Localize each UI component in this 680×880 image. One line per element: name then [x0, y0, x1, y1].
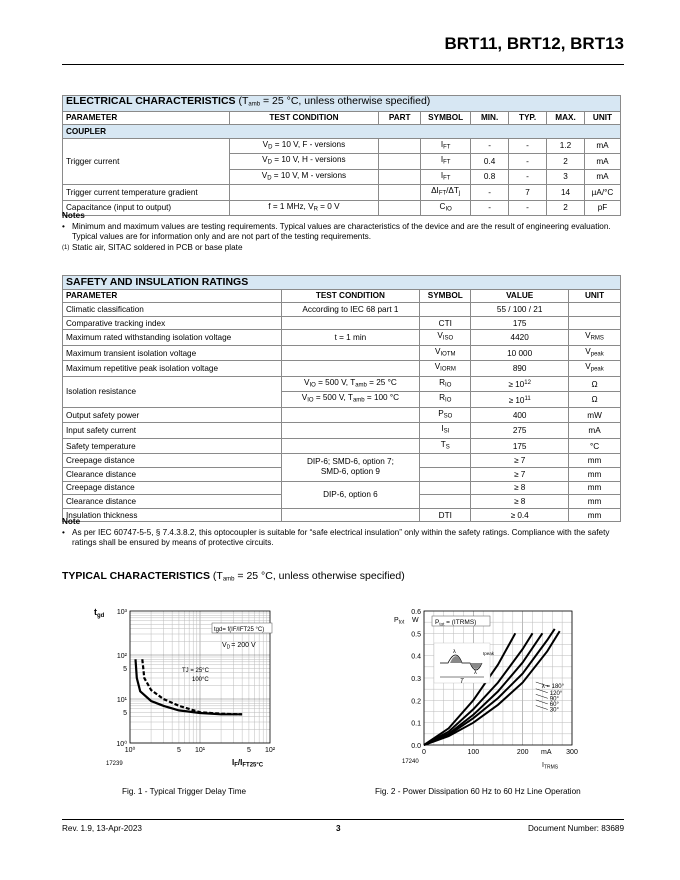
x-tick-label: 5 — [246, 747, 251, 754]
section-row-coupler: COUPLER — [63, 125, 621, 139]
table-title-row: ELECTRICAL CHARACTERISTICS ($T_{amb} = 25$ °C, unless otherwise specified) — [63, 96, 621, 112]
fig2-y-ticks — [411, 609, 421, 750]
footer-document-number: Document Number: 83689 — [527, 824, 624, 833]
fig1-y-ticks — [116, 609, 127, 748]
fig2-series-labels — [536, 682, 565, 713]
series-label: 30° — [549, 707, 559, 714]
label-leader — [536, 694, 548, 698]
electrical-notes: Notes • Minimum and maximum values are testing requirements. Typical values are characteristics of the device and are the result of engineering evaluation. Typical values are for information only and are not part of the testing requirements. (1) Static air, SITAC soldered in PCB or base plate — [62, 211, 622, 253]
note-item: • Minimum and maximum values are testing requirements. Typical values are characteristics of the device and are the result of engineering evaluation. Typical values are for information only and are not part of the testing requirements. — [62, 221, 611, 241]
fig2-power-dissipation-chart — [390, 603, 600, 773]
table-row: Isolation resistance $V_{IO} = 500$ V, $T_{amb} = 25$ °C $R_{IO}$ ≥ $10^{12}$ Ω — [63, 376, 621, 392]
y-tick-label: 10⁰ — [116, 741, 127, 748]
fig1-ylabel: $t_{gd}$ — [94, 607, 105, 619]
fig1-tj100-label: 100°C — [192, 677, 209, 683]
safety-notes: Note • As per IEC 60747-5-5, § 7.4.3.8.2, this optocoupler is suitable for “safe electrical insulation” only within the safety ratings. Compliance with the safety ratings shall be ensured by means of protective circuits. — [62, 517, 622, 549]
y-tick-label: 0.5 — [411, 631, 421, 639]
table-row: Clearance distance ≥ 8 mm — [63, 495, 621, 509]
waveform-inset — [434, 643, 495, 685]
table-row: $V_D = 10$ V, H - versions $I_{FT}$ 0.4 - 2 mA — [63, 154, 621, 170]
footnote-item: (1) Static air, SITAC soldered in PCB or base plate — [62, 242, 243, 252]
table-row: $V_{IO} = 500$ V, $T_{amb} = 100$ °C $R_{IO}$ ≥ $10^{11}$ Ω — [63, 392, 621, 408]
y-tick-label: 10³ — [116, 609, 127, 616]
table-row: Maximum rated withstanding isolation voltage t = 1 min $V_{ISO}$ 4420 $V_{RMS}$ — [63, 330, 621, 346]
y-tick-label: 0.0 — [411, 743, 421, 750]
y-tick-label: 10² — [116, 653, 127, 660]
document-title: BRT11, BRT12, BRT13 — [444, 34, 624, 53]
table-row: Creepage distance DIP-6, option 6 ≥ 8 mm — [63, 481, 621, 495]
fig2-x-ticks — [422, 749, 578, 756]
table-row: Output safety power $P_{SO}$ 400 mW — [63, 407, 621, 423]
svg-text:λ: λ — [453, 649, 456, 655]
svg-text:Ipeak: Ipeak — [483, 651, 495, 656]
fig1-vd-label: $V_D= 200$ V — [222, 642, 256, 651]
table-title-row: SAFETY AND INSULATION RATINGS — [63, 276, 621, 290]
y-tick-label: 5 — [123, 710, 127, 718]
y-tick-label: 0.3 — [411, 676, 421, 683]
fig1-legend-text: tgd= f(IF/IFT25 °C) — [214, 627, 265, 633]
fig1-caption: Fig. 1 - Typical Trigger Delay Time — [122, 787, 247, 796]
x-tick-label: 10² — [264, 747, 276, 754]
series-label: λ = 180° — [541, 684, 565, 691]
table-row: Clearance distance ≥ 7 mm — [63, 467, 621, 481]
y-tick-label: 0.4 — [411, 653, 421, 661]
header-rule — [62, 64, 624, 65]
x-tick-label: 300 — [566, 749, 578, 756]
label-leader — [536, 706, 548, 710]
svg-text:T: T — [460, 679, 464, 685]
x-tick-label: 10¹ — [194, 747, 206, 754]
table-header-row: PARAMETER TEST CONDITION PART SYMBOL MIN. TYP. MAX. UNIT — [63, 111, 621, 125]
fig2-ylabel: $P_{tot}$ — [394, 617, 405, 626]
typical-characteristics-title: TYPICAL CHARACTERISTICS ($T_{amb} = 25$ °C, unless otherwise specified) — [62, 570, 405, 583]
fig2-xunit: mA — [541, 749, 552, 756]
table-row: Insulation thickness DTI ≥ 0.4 mm — [63, 508, 621, 522]
x-tick-label: 10⁰ — [124, 747, 136, 754]
fig1-code: 17239 — [106, 761, 123, 767]
fig2-xlabel: $I_{TRMS}$ — [542, 762, 559, 771]
table-row: Input safety current $I_{SI}$ 275 mA — [63, 423, 621, 439]
y-tick-label: 0.1 — [411, 720, 421, 728]
y-tick-label: 0.2 — [411, 698, 421, 706]
table-row: Comparative tracking index CTI 175 — [63, 316, 621, 330]
x-tick-label: 100 — [467, 749, 480, 756]
series-label: 120° — [549, 690, 563, 697]
table-row: Trigger current temperature gradient $\Delta I_{FT}/\Delta T_j$ - 7 14 µA/°C — [63, 185, 621, 201]
table-row: $V_D = 10$ V, M - versions $I_{FT}$ 0.8 - 3 mA — [63, 169, 621, 185]
x-tick-label: 0 — [422, 749, 426, 756]
electrical-characteristics-table — [62, 95, 621, 216]
fig2-code: 17240 — [402, 759, 419, 765]
table-row: Safety temperature $T_S$ 175 °C — [63, 438, 621, 454]
fig2-caption: Fig. 2 - Power Dissipation 60 Hz to 60 Hz Line Operation — [375, 787, 581, 796]
fig1-x-ticks — [125, 746, 276, 754]
table-row: Capacitance (input to output) f = 1 MHz, $V_R = 0$ V $C_{IO}$ - - 2 pF — [63, 200, 621, 216]
fig2-yunit: W — [412, 617, 419, 624]
safety-insulation-table — [62, 275, 621, 522]
fig1-trigger-delay-chart — [92, 603, 292, 773]
y-tick-label: 5 — [123, 666, 127, 674]
footer-revision: Rev. 1.9, 13-Apr-2023 — [62, 824, 142, 833]
table-row: Climatic classification According to IEC 68 part 1 55 / 100 / 21 — [63, 303, 621, 317]
footer-rule — [62, 819, 624, 820]
fig2-legend-text: $P_{tot}$ = (ITRMS) — [435, 619, 477, 627]
footer-page-number: 3 — [336, 824, 341, 833]
y-tick-label: 0.6 — [411, 609, 421, 616]
table-header-row: PARAMETER TEST CONDITION SYMBOL VALUE UNIT — [63, 289, 621, 303]
y-tick-label: 10¹ — [116, 697, 127, 704]
note-item: • As per IEC 60747-5-5, § 7.4.3.8.2, this optocoupler is suitable for “safe electrical insulation” only within the safety ratings. Compliance with the safety ratings shall be ensured by means of protective circuits. — [62, 527, 610, 547]
table-row: Creepage distance DIP-6; SMD-6, option 7; SMD-6, option 9 ≥ 7 mm — [63, 454, 621, 468]
table-row: Maximum transient isolation voltage $V_{IOTM}$ 10 000 $V_{peak}$ — [63, 345, 621, 361]
table-row: Maximum repetitive peak isolation voltage $V_{IORM}$ 890 $V_{peak}$ — [63, 361, 621, 377]
x-tick-label: 5 — [176, 747, 181, 754]
fig1-tj25-label: TJ = 25°C — [182, 668, 209, 674]
fig1-xlabel: IF/IFT25°C — [232, 758, 264, 769]
svg-text:λ: λ — [474, 670, 477, 676]
series-label: 90° — [549, 696, 559, 703]
table-row: Trigger current $V_D = 10$ V, F - versions $I_{FT}$ - - 1.2 mA — [63, 138, 621, 154]
x-tick-label: 200 — [516, 749, 529, 756]
series-label: 60° — [549, 701, 559, 708]
